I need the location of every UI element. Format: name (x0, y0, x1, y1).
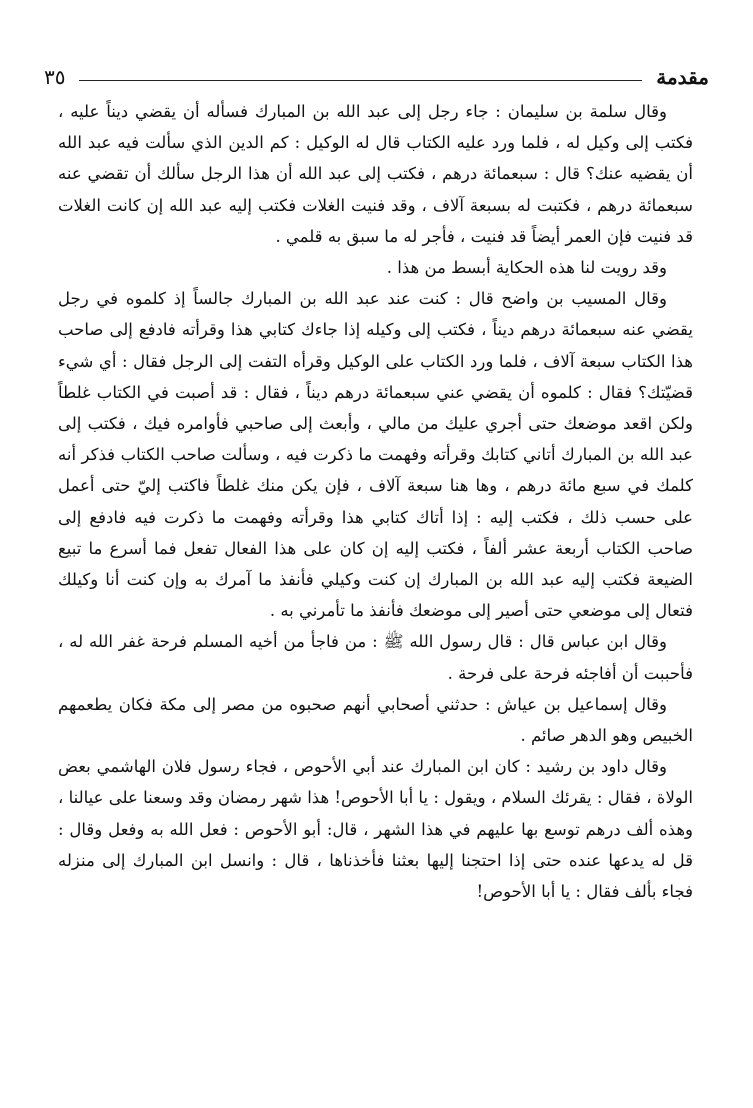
page-header (44, 60, 709, 94)
page-body (58, 96, 693, 907)
page-number: ٣٥ (44, 65, 66, 89)
running-title: مقدمة (656, 65, 709, 89)
paragraph-dawud: وقال داود بن رشيد : كان ابن المبارك عند أبي الأحوص ، فجاء رسول فلان الهاشمي بعض الولاة ، فقال : يقرئك السلام ، ويقول : يا أبا الأحوص! هذا شهر رمضان وقد وسعنا على عيالنا ، وهذه ألف درهم توسع بها عليهم في هذا الشهر ، قال: أبو الأحوص : فعل الله به وفعل وقال : قل له يدعها عنده حتى إذا احتجنا إليها بعثنا فأخذناها ، قال : وانسل ابن المبارك إلى منزله فجاء بألف فقال : يا أبا الأحوص! (58, 757, 693, 902)
paragraph-ismail: وقال إسماعيل بن عياش : حدثني أصحابي أنهم صحبوه من مصر إلى مكة فكان يطعمهم الخبيص وهو الدهر صائم . (58, 694, 693, 746)
header-rule (79, 80, 642, 81)
paragraph-riwaya-note: وقد رويت لنا هذه الحكاية أبسط من هذا . (386, 258, 667, 278)
paragraph-ibn-abbas: وقال ابن عباس قال : قال رسول الله ﷺ : من فاجأ من أخيه المسلم فرحة غفر الله له ، فأحببت أن أفاجئه فرحة على فرحة . (58, 632, 693, 683)
paragraph-musayyib: وقال المسيب بن واضح قال : كنت عند عبد الله بن المبارك جالساً إذ كلموه في رجل يقضي عنه سبعمائة درهم ديناً ، فكتب إلى وكيله إذا جاءك كتابي هذا وقرأته فادفع إلى صاحب هذا الكتاب سبعة آلاف ، فلما ورد الكتاب على الوكيل وقرأه التفت إلى الرجل فقال : أي شيء قضيّتك؟ فقال : كلموه أن يقضي عني سبعمائة درهم ديناً ، فقال : قد أصبت في الكتاب غلطاً ولكن اقعد موضعك حتى أجري عليك من مالي ، وأبعث إلى صاحبي فأوامره فيك ، فكتب إلى عبد الله بن المبارك أتاني كتابك وقرأته وفهمت ما ذكرت فيه ، وسألت صاحب الكتاب فذكر أنه كلمك في سبع مائة درهم ، وها هنا سبعة آلاف ، فإن يكن منك غلطاً فاكتب إليّ حتى أعمل على حسب ذلك ، فكتب إليه : إذا أتاك كتابي هذا وقرأته وفهمت ما ذكرت فيه فادفع إلى صاحب الكتاب أربعة عشر ألفاً ، فكتب إليه إن كان على هذا الفعال تفعل فما أسرع ما تبيع الضيعة فكتب إليه عبد الله بن المبارك إن كنت وكيلي فأنفذ ما آمرك به وإن كنت أنا وكيلك فتعال إلى موضعي حتى أصير إلى موضعك فأنفذ ما تأمرني به . (58, 289, 693, 621)
paragraph-salama: وقال سلمة بن سليمان : جاء رجل إلى عبد الله بن المبارك فسأله أن يقضي ديناً عليه ، فكتب إلى وكيل له ، فلما ورد عليه الكتاب قال له الوكيل : كم الدين الذي سألت فيه عبد الله أن يقضيه عنك؟ قال : سبعمائة درهم ، فكتب إلى عبد الله أن هذا الرجل سألك أن تقضي عنه سبعمائة درهم ، فكتبت له بسبعة آلاف ، وقد فنيت الغلات فكتب إليه عبد الله إن كانت الغلات قد فنيت فإن العمر أيضاً قد فنيت ، فأجر له ما سبق به قلمي . (58, 102, 693, 246)
